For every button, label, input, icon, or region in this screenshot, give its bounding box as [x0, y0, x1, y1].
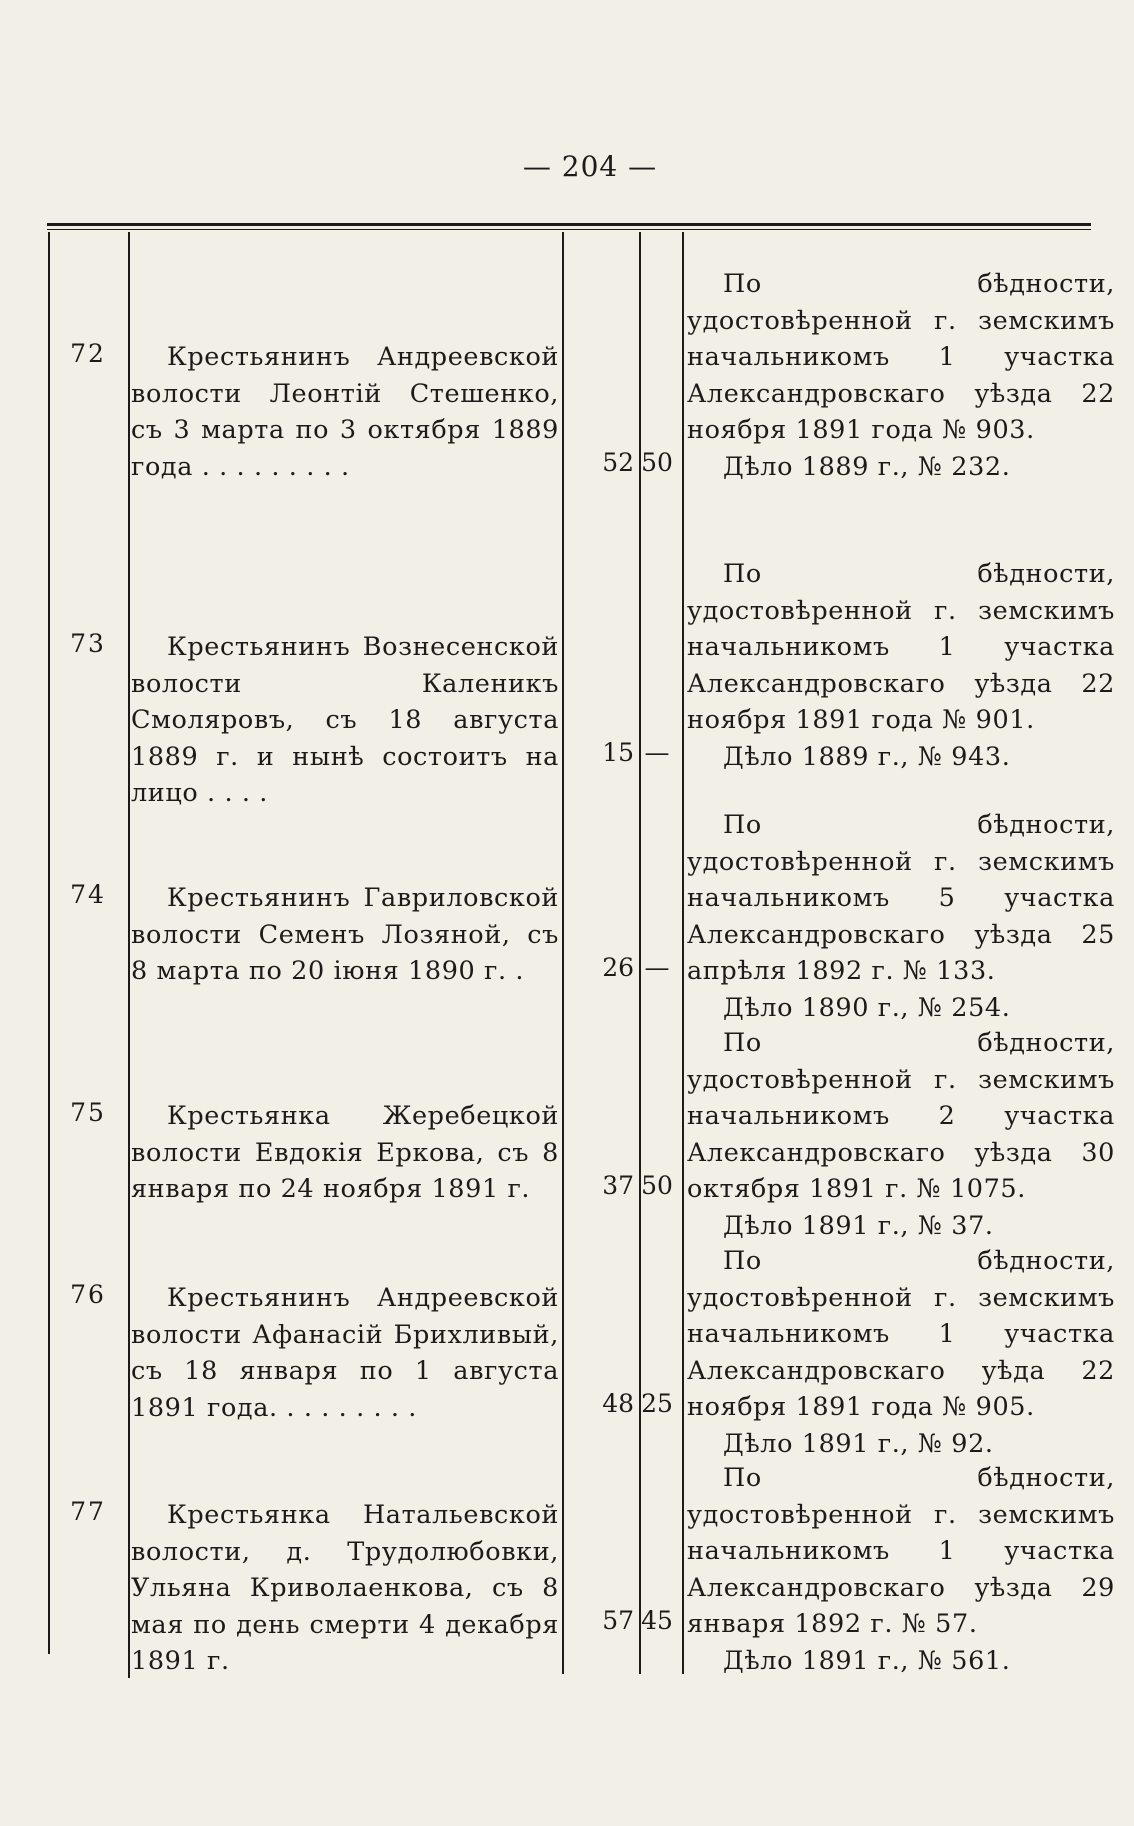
note-body: По бѣдности, удостовѣренной г. земскимъ начальникомъ 1 участка Александровскаго уѣзда 22 ноября 1891 года № 901. — [687, 559, 1115, 735]
record-number: 77 — [70, 1497, 106, 1526]
page-number: — 204 — — [522, 150, 658, 183]
note-text — [687, 807, 1115, 1026]
amount-rubles: 57 — [602, 1606, 634, 1635]
record-description: Крестьянинъ Вознесенской волости Каленикъ Смоляровъ, съ 18 августа 1889 г. и нынѣ состоитъ на лицо . . . . — [131, 632, 559, 808]
note-body: По бѣдности, удостовѣренной г. земскимъ начальникомъ 2 участка Александровскаго уѣзда 30 октября 1891 г. № 1075. — [687, 1028, 1115, 1204]
note-body: По бѣдности, удостовѣренной г. земскимъ начальникомъ 5 участка Александровскаго уѣзда 25 апрѣля 1892 г. № 133. — [687, 810, 1115, 986]
record-description: Крестьянинъ Андреевской волости Афанасій Брихливый, съ 18 января по 1 августа 1891 года. . . . . . . . . — [131, 1283, 559, 1423]
table-top-rule — [47, 223, 1091, 226]
case-reference: Дѣло 1891 г., № 92. — [723, 1428, 994, 1459]
case-reference: Дѣло 1889 г., № 232. — [723, 451, 1011, 482]
column-divider-kopecks — [682, 232, 684, 1674]
amount-kopecks: 25 — [641, 1389, 673, 1418]
note-body: По бѣдности, удостовѣренной г. земскимъ начальникомъ 1 участка Александровскаго уѣзда 22 ноября 1891 года № 903. — [687, 269, 1115, 445]
note-text — [687, 1243, 1115, 1462]
record-number: 76 — [70, 1280, 106, 1309]
note-text — [687, 1025, 1115, 1244]
column-divider-amount — [562, 232, 564, 1674]
note-text — [687, 1460, 1115, 1679]
note-body: По бѣдности, удостовѣренной г. земскимъ начальникомъ 1 участка Александровскаго уѣда 22 ноября 1891 года № 905. — [687, 1246, 1115, 1422]
case-reference: Дѣло 1891 г., № 561. — [723, 1645, 1011, 1676]
amount-kopecks: 50 — [641, 1171, 673, 1200]
note-text — [687, 266, 1115, 485]
case-reference: Дѣло 1889 г., № 943. — [723, 741, 1011, 772]
amount-rubles: 37 — [602, 1171, 634, 1200]
record-number: 72 — [70, 339, 106, 368]
record-description: Крестьянинъ Гавриловской волости Семенъ Лозяной, съ 8 марта по 20 іюня 1890 г. . — [131, 883, 559, 986]
amount-rubles: 48 — [602, 1389, 634, 1418]
column-divider-description — [128, 232, 130, 1678]
table-top-rule-thin — [47, 229, 1091, 230]
column-divider-number — [48, 232, 50, 1654]
amount-kopecks: 50 — [641, 448, 673, 477]
amount-kopecks: — — [644, 738, 670, 767]
record-number: 74 — [70, 880, 106, 909]
note-body: По бѣдности, удостовѣренной г. земскимъ начальникомъ 1 участка Александровскаго уѣзда 29 января 1892 г. № 57. — [687, 1463, 1115, 1639]
case-reference: Дѣло 1890 г., № 254. — [723, 992, 1011, 1023]
amount-rubles: 26 — [602, 953, 634, 982]
amount-rubles: 52 — [602, 448, 634, 477]
amount-kopecks: 45 — [641, 1606, 673, 1635]
record-number: 75 — [70, 1098, 106, 1127]
record-description: Крестьянка Жеребецкой волости Евдокія Еркова, съ 8 января по 24 ноября 1891 г. — [131, 1101, 559, 1204]
amount-rubles: 15 — [602, 738, 634, 767]
amount-kopecks: — — [644, 953, 670, 982]
note-text — [687, 556, 1115, 775]
record-description: Крестьянинъ Андреевской волости Леонтій Стешенко, съ 3 марта по 3 октября 1889 года . . . . . . . . . — [131, 342, 559, 482]
case-reference: Дѣло 1891 г., № 37. — [723, 1210, 994, 1241]
record-number: 73 — [70, 629, 106, 658]
record-description: Крестьянка Натальевской волости, д. Трудолюбовки, Ульяна Криволаенкова, съ 8 мая по день смерти 4 декабря 1891 г. — [131, 1500, 559, 1676]
